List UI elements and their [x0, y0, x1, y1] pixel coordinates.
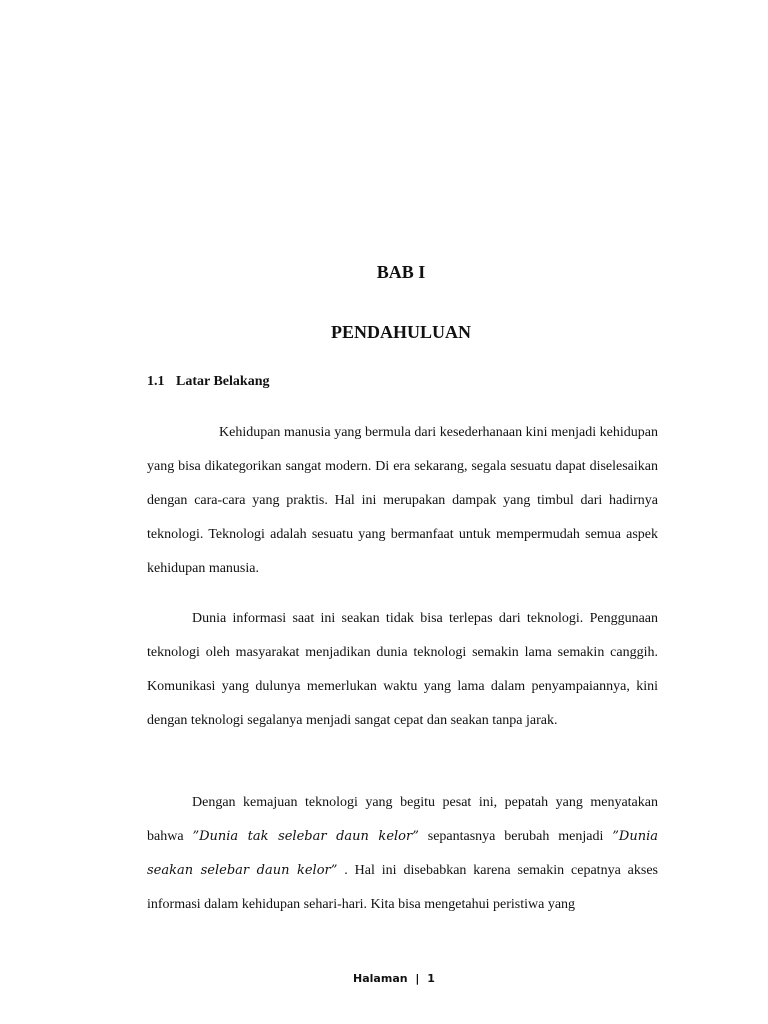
page-number: 1	[427, 972, 435, 985]
footer-label: Halaman	[353, 972, 408, 985]
paragraph-1	[147, 416, 658, 586]
section-heading	[147, 374, 269, 390]
paragraph-text-part: . Hal ini disebabkan karena semakin cepatnya akses informasi dalam kehidupan sehari-hari. Kita bisa mengetahui peristiwa yang	[147, 863, 658, 912]
quote-proverb: ”Dunia tak selebar daun kelor”	[192, 829, 419, 844]
paragraph-2	[147, 602, 658, 738]
chapter-number: BAB I	[376, 262, 426, 282]
chapter-title: PENDAHULUAN	[330, 322, 471, 342]
paragraph-text: Dunia informasi saat ini seakan tidak bisa terlepas dari teknologi. Penggunaan teknologi oleh masyarakat menjadikan dunia teknologi semakin lama semakin canggih. Komunikasi yang dulunya memerlukan waktu yang lama dalam penyampaiannya, kini dengan teknologi segalanya menjadi sangat cepat dan seakan tanpa jarak.	[147, 611, 658, 728]
page-footer	[0, 972, 768, 985]
paragraph-text: Kehidupan manusia yang bermula dari kesederhanaan kini menjadi kehidupan yang bisa dikategorikan sangat modern. Di era sekarang, segala sesuatu dapat diselesaikan dengan cara-cara yang praktis. Hal ini merupakan dampak yang timbul dari hadirnya teknologi. Teknologi adalah sesuatu yang bermanfaat untuk mempermudah semua aspek kehidupan manusia.	[147, 425, 658, 576]
paragraph-text-part: Dengan kemajuan teknologi yang begitu pesat ini, pepatah yang menyatakan bahwa	[147, 795, 658, 844]
quote-proverb-revised: ”Dunia seakan selebar daun kelor”	[147, 829, 658, 878]
paragraph-text-part: sepantasnya berubah menjadi	[418, 829, 613, 844]
paragraph-3	[147, 786, 658, 922]
section-number: 1.1	[147, 374, 165, 389]
paragraph-text	[147, 786, 658, 922]
section-title: Latar Belakang	[176, 374, 270, 389]
footer-separator: |	[415, 972, 420, 985]
